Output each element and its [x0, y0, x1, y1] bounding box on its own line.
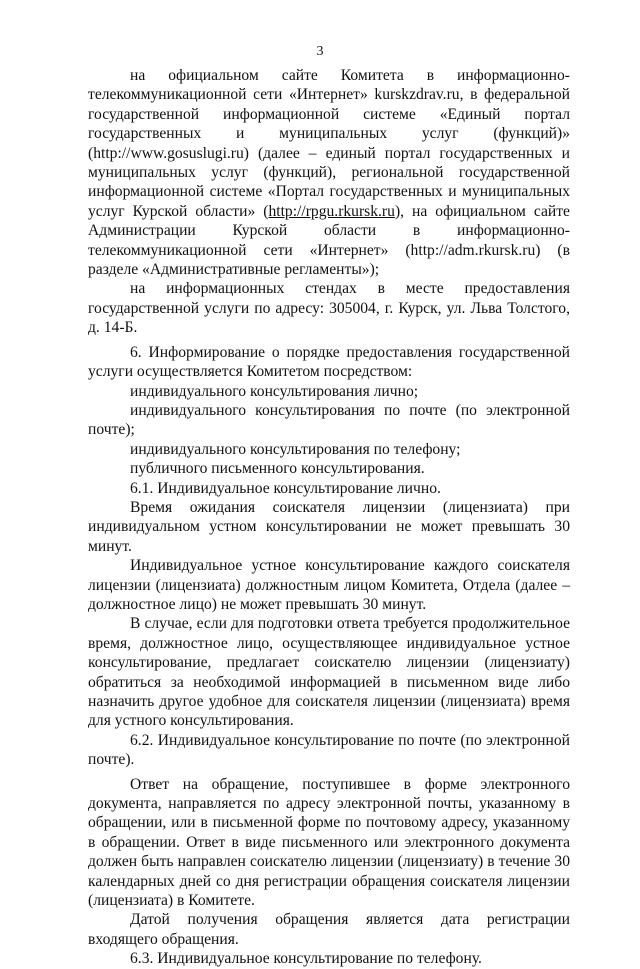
- paragraph-item-6: 6. Информирование о порядке предоставления государственной услуги осуществляется Комитетом посредством:: [88, 343, 570, 381]
- text-segment: на официальном сайте Комитета в информационно-телекоммуникационной сети «Интернет» kurskzdrav.ru, в федеральной государственной информационной системе «Единый портал государственных и муниципальных услуг (функций)» (http://www.gosuslugi.ru) (далее – единый портал государственных и муниципальных услуг (функций), региональной государственной информационной системе «Портал государственных и муниципальных услуг Курской области» (: [88, 67, 570, 220]
- paragraph-response: Ответ на обращение, поступившее в форме электронного документа, направляется по адресу электронной почты, указанному в обращении, или в письменной форме по почтовому адресу, указанному в обращении. Ответ в виде письменного или электронного документа должен быть направлен соискателю лицензии (лицензиату) в течение 30 календарных дней со дня регистрации обращения соискателя лицензии (лицензиата) в Комитете.: [88, 775, 570, 910]
- paragraph-info-stands: на информационных стендах в месте предоставления государственной услуги по адресу: 305004, г. Курск, ул. Льва Толстого, д. 14-Б.: [88, 280, 570, 337]
- page-number: 3: [316, 44, 324, 59]
- rpgu-link-text: http://rpgu.rkursk.ru: [268, 202, 395, 220]
- paragraph-item-6-1: 6.1. Индивидуальное консультирование лично.: [130, 479, 441, 497]
- body-text: [88, 66, 570, 969]
- paragraph-long-preparation: В случае, если для подготовки ответа требуется продолжительное время, должностное лицо, осуществляющее индивидуальное устное консультирование, предлагает соискателю лицензии (лицензиату) обратиться за необходимой информацией в письменном виде либо назначить другое удобное для соискателя лицензии (лицензиата) время для устного консультирования.: [88, 615, 570, 730]
- paragraph-item-6-2: 6.2. Индивидуальное консультирование по почте (по электронной почте).: [88, 731, 570, 769]
- paragraph-public-written: публичного письменного консультирования.: [130, 460, 425, 478]
- paragraph-waiting-time: Время ожидания соискателя лицензии (лицензиата) при индивидуальном устном консультировании не может превышать 30 минут.: [88, 498, 570, 555]
- paragraph-consult-by-mail: индивидуального консультирования по почте (по электронной почте);: [88, 401, 570, 439]
- text-segment: ), на официальном сайте Администрации Курской области в информационно-телекоммуникационной сети «Интернет» (http://adm.rkursk.ru) (в разделе «Административные регламенты»);: [88, 202, 570, 279]
- paragraph-oral-consultation: Индивидуальное устное консультирование каждого соискателя лицензии (лицензиата) должностным лицом Комитета, Отдела (далее – должностное лицо) не может превышать 30 минут.: [88, 557, 570, 613]
- paragraph-official-website: [88, 66, 570, 279]
- paragraph-consult-in-person: индивидуального консультирования лично;: [130, 382, 419, 400]
- paragraph-item-6-3: 6.3. Индивидуальное консультирование по телефону.: [130, 950, 482, 968]
- paragraph-receipt-date: Датой получения обращения является дата регистрации входящего обращения.: [88, 911, 570, 948]
- paragraph-consult-by-phone: индивидуального консультирования по телефону;: [130, 440, 461, 458]
